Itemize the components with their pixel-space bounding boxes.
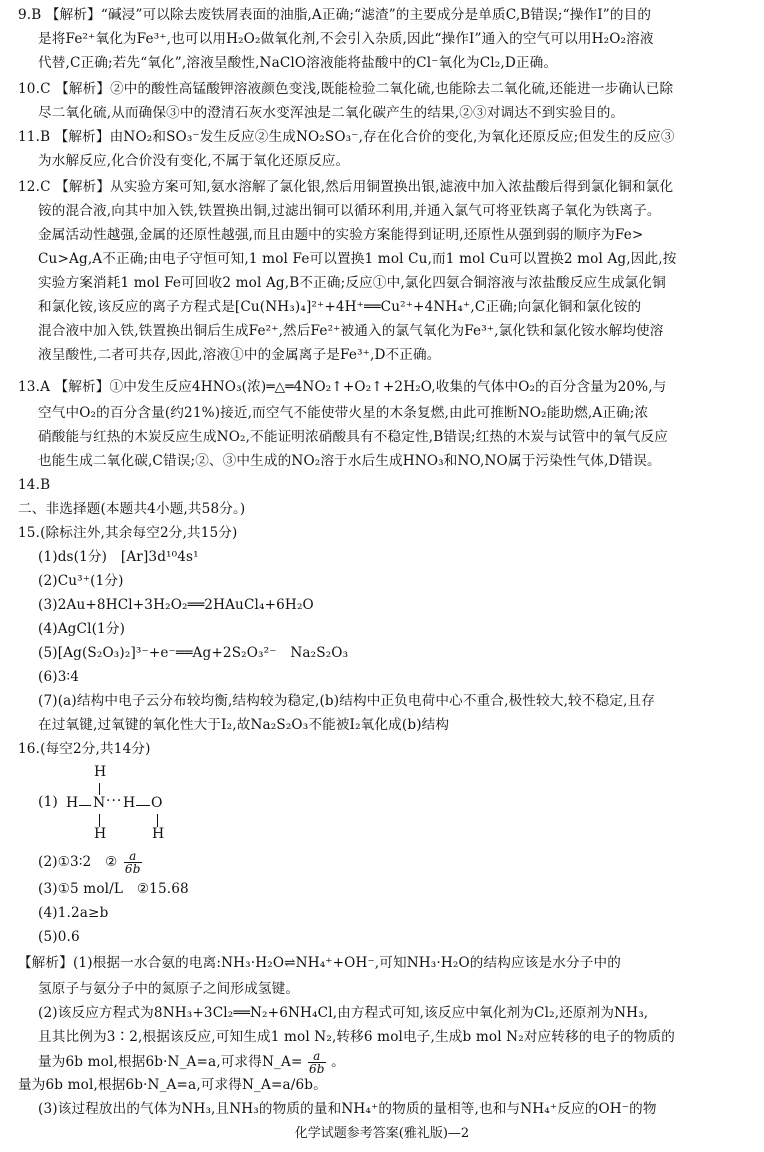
fraction-na-a-over-6b [308, 1050, 326, 1075]
q15-answer-5: (5)[Ag(S₂O₃)₂]³⁻+e⁻══Ag+2S₂O₃²⁻ Na₂S₂O₃ [38, 645, 349, 661]
atom-h-water: H [152, 826, 165, 842]
q15-answer-7-line-2: 在过氧键,过氧键的氧化性大于I₂,故Na₂S₂O₃不能被I₂氧化成(b)结构 [38, 717, 450, 733]
answer-9-line-3: 代替,C正确;若先“氧化”,溶液呈酸性,NaClO溶液能将盐酸中的Cl⁻氧化为Cl₂,D正确。 [38, 55, 558, 71]
answer-13-line-4: 也能生成二氧化碳,C错误;②、③中生成的NO₂溶于水后生成HNO₃和NO,NO属于污染性气体,D错误。 [38, 453, 661, 469]
answer-12-line-6: 和氯化铵,该反应的离子方程式是[Cu(NH₃)₄]²⁺+4H⁺══Cu²⁺+4NH₄⁺,C正确;向氯化铜和氯化铵的 [38, 299, 642, 315]
bond-n-h-top [99, 783, 100, 795]
q15-heading: 15.(除标注外,其余每空2分,共15分) [18, 525, 238, 541]
q16-explanation-line-5-text: 量为6b mol,根据6b·N_A=a,可求得N_A= [38, 1054, 303, 1070]
answer-9-line-2: 是将Fe²⁺氧化为Fe³⁺,也可以用H₂O₂做氧化剂,不会引入杂质,因此“操作Ⅰ”通入的空气可以用H₂O₂溶液 [38, 31, 654, 47]
q16-answer-3: (3)①5 mol/L ②15.68 [38, 881, 189, 897]
section-heading: 二、非选择题(本题共4小题,共58分。) [18, 501, 246, 517]
atom-o: O [151, 795, 163, 811]
q16-answer-2-text: (2)①3∶2 ② [38, 854, 118, 870]
answer-12-line-8: 液呈酸性,二者可共存,因此,溶液①中的金属离子是Fe³⁺,D不正确。 [38, 347, 441, 363]
q15-answer-4: (4)AgCl(1分) [38, 621, 126, 637]
q16-answer-2 [38, 850, 142, 876]
q15-answer-6: (6)3∶4 [38, 669, 79, 685]
q16-explanation-line-2: 氢原子与氨分子中的氮原子之间形成氢键。 [38, 981, 300, 997]
answer-11-line-1: 11.B 【解析】由NO₂和SO₃⁻发生反应②生成NO₂SO₃⁻,存在化合价的变化,为氧化还原反应;但发生的反应③ [18, 129, 675, 145]
answer-12-line-1: 12.C 【解析】从实验方案可知,氨水溶解了氯化银,然后用铜置换出银,滤液中加入浓盐酸后得到氯化铜和氯化 [18, 179, 674, 195]
q16-explanation-line-4: 且其比例为3∶2,根据该反应,可知生成1 mol N₂,转移6 mol电子,生成b mol N₂对应转移的电子的物质的 [38, 1029, 675, 1045]
answer-13-line-1: 13.A 【解析】①中发生反应4HNO₃(浓)═△═4NO₂↑+O₂↑+2H₂O,收集的气体中O₂的百分含量为20%,与 [18, 379, 667, 395]
fraction-numerator: a [308, 1050, 326, 1063]
answer-13-line-2: 空气中O₂的百分含量(约21%)接近,而空气不能使带火星的木条复燃,由此可推断NO₂能助燃,A正确;浓 [38, 405, 649, 421]
sentence-end: 。 [331, 1054, 345, 1070]
q15-answer-3: (3)2Au+8HCl+3H₂O₂══2HAuCl₄+6H₂O [38, 597, 314, 613]
atom-n: N [93, 795, 106, 811]
answer-10-line-1: 10.C 【解析】②中的酸性高锰酸钾溶液颜色变浅,既能检验二氧化硫,也能除去二氧化硫,还能进一步确认已除 [18, 81, 674, 97]
answer-13-line-3: 硝酸能与红热的木炭反应生成NO₂,不能证明浓硝酸具有不稳定性,B错误;红热的木炭与试管中的氧气反应 [38, 429, 668, 445]
atom-h-bottom: H [94, 826, 107, 842]
hydrogen-bond-dots: ··· [106, 793, 123, 809]
q15-answer-2: (2)Cu³⁺(1分) [38, 573, 124, 589]
page-footer: 化学试题参考答案(雅礼版)—2 [294, 1126, 470, 1141]
q16-answer-4: (4)1.2a≥b [38, 905, 109, 921]
q16-answer-5: (5)0.6 [38, 929, 80, 945]
answer-11-line-2: 为水解反应,化合价没有变化,不属于氧化还原反应。 [38, 153, 350, 169]
q15-answer-7-line-1: (7)(a)结构中电子云分布较均衡,结构较为稳定,(b)结构中正负电荷中心不重合,极性较大,较不稳定,且存 [38, 693, 655, 709]
q16-explanation-line-7: (3)该过程放出的气体为NH₃,且NH₃的物质的量和NH₄⁺的物质的量相等,也和与NH₄⁺反应的OH⁻的物 [38, 1101, 657, 1117]
q15-answer-1: (1)ds(1分) [Ar]3d¹⁰4s¹ [38, 549, 199, 565]
atom-h-bridge: H [123, 795, 136, 811]
answer-12-line-2: 铵的混合液,向其中加入铁,铁置换出铜,过滤出铜可以循环利用,并通入氯气可将亚铁离子氧化为铁离子。 [38, 203, 661, 219]
fraction-numerator: a [124, 850, 142, 863]
answer-12-line-3: 金属活动性越强,金属的还原性越强,而且由题中的实验方案能得到证明,还原性从强到弱的顺序为Fe> [38, 227, 644, 243]
fraction-denominator: 6b [124, 862, 141, 876]
fraction-denominator: 6b [309, 1062, 325, 1076]
atom-h-top: H [94, 764, 107, 780]
q16-explanation-line-3: (2)该反应方程式为8NH₃+3Cl₂══N₂+6NH₄Cl,由方程式可知,该反应中氧化剂为Cl₂,还原剂为NH₃, [38, 1005, 649, 1021]
bond-h-o [136, 805, 150, 806]
structure-label: (1) [38, 794, 58, 810]
answer-12-line-7: 混合液中加入铁,铁置换出铜后生成Fe²⁺,然后Fe²⁺被通入的氯气氧化为Fe³⁺,氯化铁和氯化铵水解均使溶 [38, 323, 664, 339]
q16-heading: 16.(每空2分,共14分) [18, 741, 151, 757]
atom-h-left: H [66, 795, 79, 811]
answer-12-line-5: 实验方案消耗1 mol Fe可回收2 mol Ag,B不正确;反应①中,氯化四氨合铜溶液与浓盐酸反应生成氯化铜 [38, 275, 666, 291]
answer-14-line: 14.B [18, 477, 51, 493]
fraction-a-over-6b [124, 850, 142, 875]
answer-10-line-2: 尽二氧化硫,从而确保③中的澄清石灰水变浑浊是二氧化碳产生的结果,②③对调达不到实验目的。 [38, 105, 625, 121]
q16-explanation-line-6: 量为6b mol,根据6b·N_A=a,可求得N_A=a/6b。 [18, 1077, 327, 1093]
answer-9-line-1: 9.B 【解析】“碱浸”可以除去废铁屑表面的油脂,A正确;“滤渣”的主要成分是单质C,B错误;“操作Ⅰ”的目的 [18, 7, 652, 23]
q16-explanation-line-5 [38, 1050, 345, 1076]
q16-explanation-line-1: 【解析】(1)根据一水合氨的电离:NH₃·H₂O⇌NH₄⁺+OH⁻,可知NH₃·H₂O的结构应该是水分子中的 [18, 955, 621, 971]
answer-12-line-4: Cu>Ag,A不正确;由电子守恒可知,1 mol Fe可以置换1 mol Cu,而1 mol Cu可以置换2 mol Ag,因此,按 [38, 251, 677, 267]
bond-n-h-left [79, 805, 91, 806]
